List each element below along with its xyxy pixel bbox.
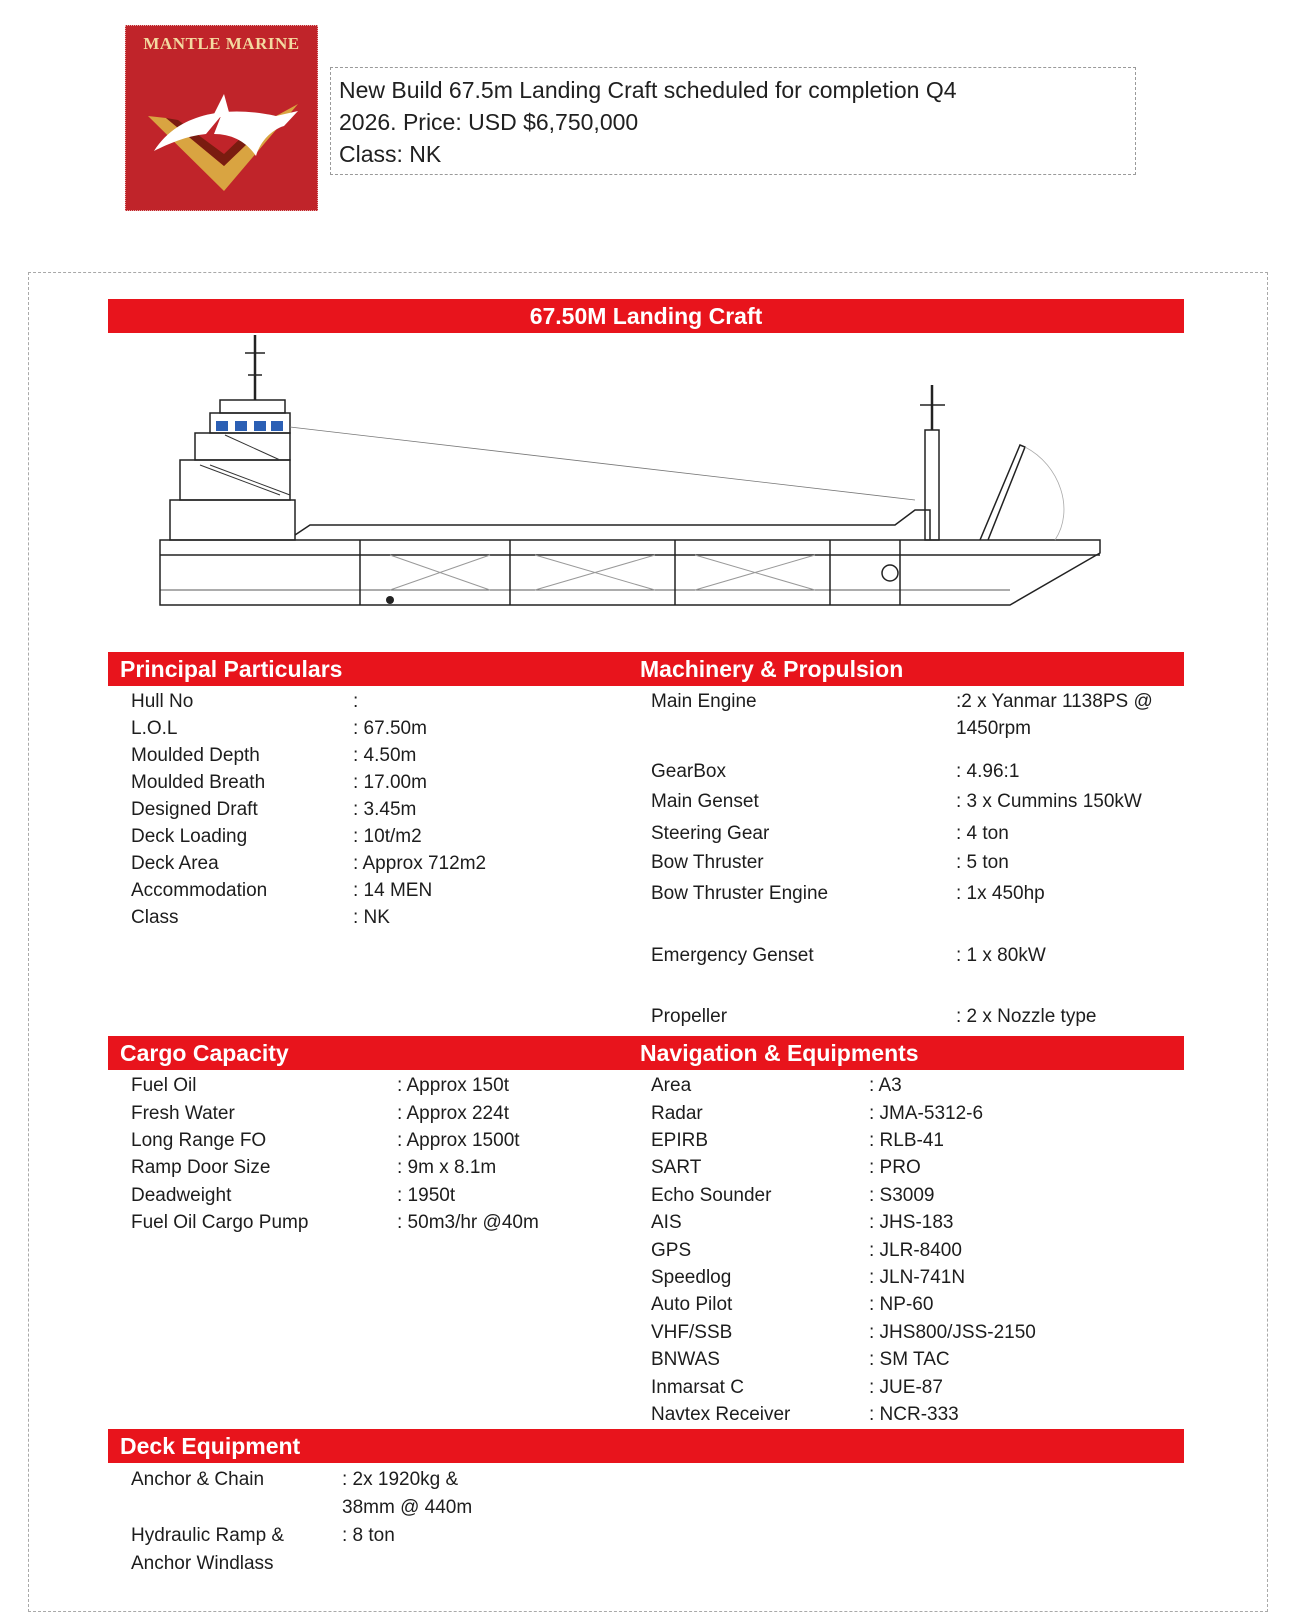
summary-line-3: Class: NK	[339, 141, 442, 167]
listing-summary	[330, 67, 1136, 175]
section-header-principal-machinery	[108, 652, 1184, 686]
navigation-heading: Navigation & Equipments	[640, 1040, 919, 1066]
summary-line-2: 2026. Price: USD $6,750,000	[339, 109, 639, 135]
section-header-deck	[108, 1429, 1184, 1463]
mantle-marine-logo	[125, 25, 318, 211]
machinery-heading: Machinery & Propulsion	[640, 656, 904, 682]
logo-text: MANTLE MARINE	[143, 34, 300, 53]
sheet-title: 67.50M Landing Craft	[108, 299, 1184, 333]
marlin-emblem-icon	[126, 56, 319, 206]
deck-heading: Deck Equipment	[120, 1433, 301, 1459]
ship-profile-drawing	[140, 335, 1120, 620]
summary-line-1: New Build 67.5m Landing Craft scheduled for completion Q4	[339, 77, 957, 103]
principal-heading: Principal Particulars	[120, 656, 343, 682]
section-header-cargo-navigation	[108, 1036, 1184, 1070]
cargo-heading: Cargo Capacity	[120, 1040, 289, 1066]
